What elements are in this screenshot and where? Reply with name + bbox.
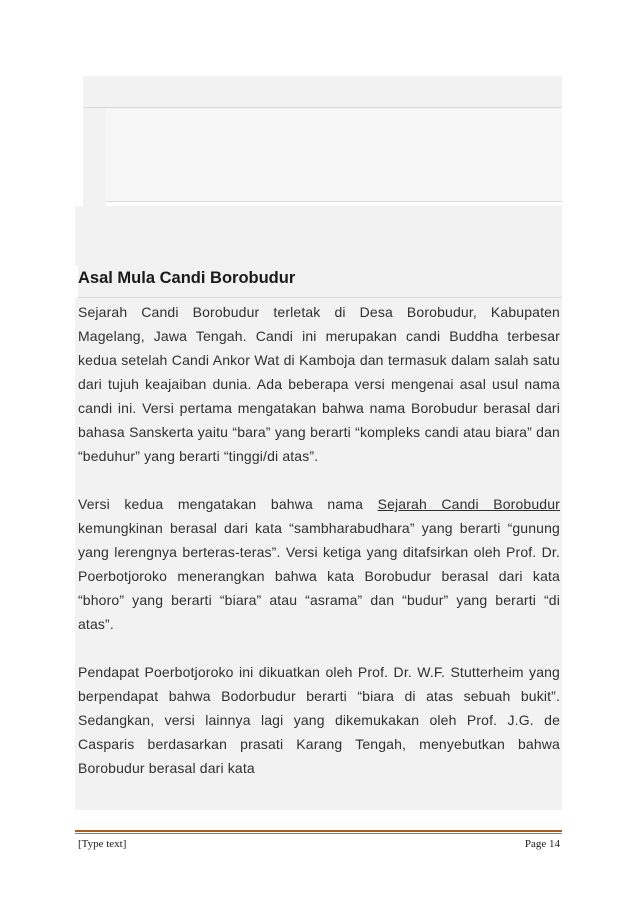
footer-rule-thick <box>75 830 562 832</box>
header-band-bottom <box>75 206 562 266</box>
article-title: Asal Mula Candi Borobudur <box>78 265 562 297</box>
paragraph-2 <box>78 492 560 636</box>
header-panel <box>106 108 562 201</box>
paragraph-2-rest: kemungkinan berasal dari kata “sambharabudhara” yang berarti “gunung yang lerengnya berteras-teras”. Versi ketiga yang ditafsirkan oleh Prof. Dr. Poerbotjoroko menerangkan bahwa kata Borobudur berasal dari kata “bhoro” yang berarti “biara” atau “asrama” dan “budur” yang berarti “di atas”. <box>78 520 560 632</box>
footer-rule-thin <box>75 833 562 834</box>
header-divider-middle <box>106 201 562 202</box>
paragraph-2-intro: Versi kedua mengatakan bahwa nama <box>78 496 378 512</box>
page-number: Page 14 <box>524 838 560 850</box>
paragraph-1: Sejarah Candi Borobudur terletak di Desa Borobudur, Kabupaten Magelang, Jawa Tengah. Candi ini merupakan candi Buddha terbesar kedua setelah Candi Ankor Wat di Kamboja dan termasuk dalam salah satu dari tujuh keajaiban dunia. Ada beberapa versi mengenai asal usul nama candi ini. Versi pertama mengatakan bahwa nama Borobudur berasal dari bahasa Sanskerta yaitu “bara” yang berarti “kompleks candi atau biara” dan “beduhur” yang berarti “tinggi/di atas”. <box>78 304 560 464</box>
header-left-strip <box>83 108 106 206</box>
footer-placeholder-text: [Type text] <box>78 838 127 850</box>
header-band-top <box>83 76 562 107</box>
sejarah-candi-borobudur-link[interactable]: Sejarah Candi Borobudur <box>377 496 560 512</box>
paragraph-3: Pendapat Poerbotjoroko ini dikuatkan oleh Prof. Dr. W.F. Stutterheim yang berpendapat bahwa Bodorbudur berarti “biara di atas sebuah bukit”. Sedangkan, versi lainnya lagi yang dikemukakan oleh Prof. J.G. de Casparis berdasarkan prasati Karang Tengah, menyebutkan bahwa Borobudur berasal dari kata <box>78 664 560 776</box>
article-body <box>78 300 560 780</box>
